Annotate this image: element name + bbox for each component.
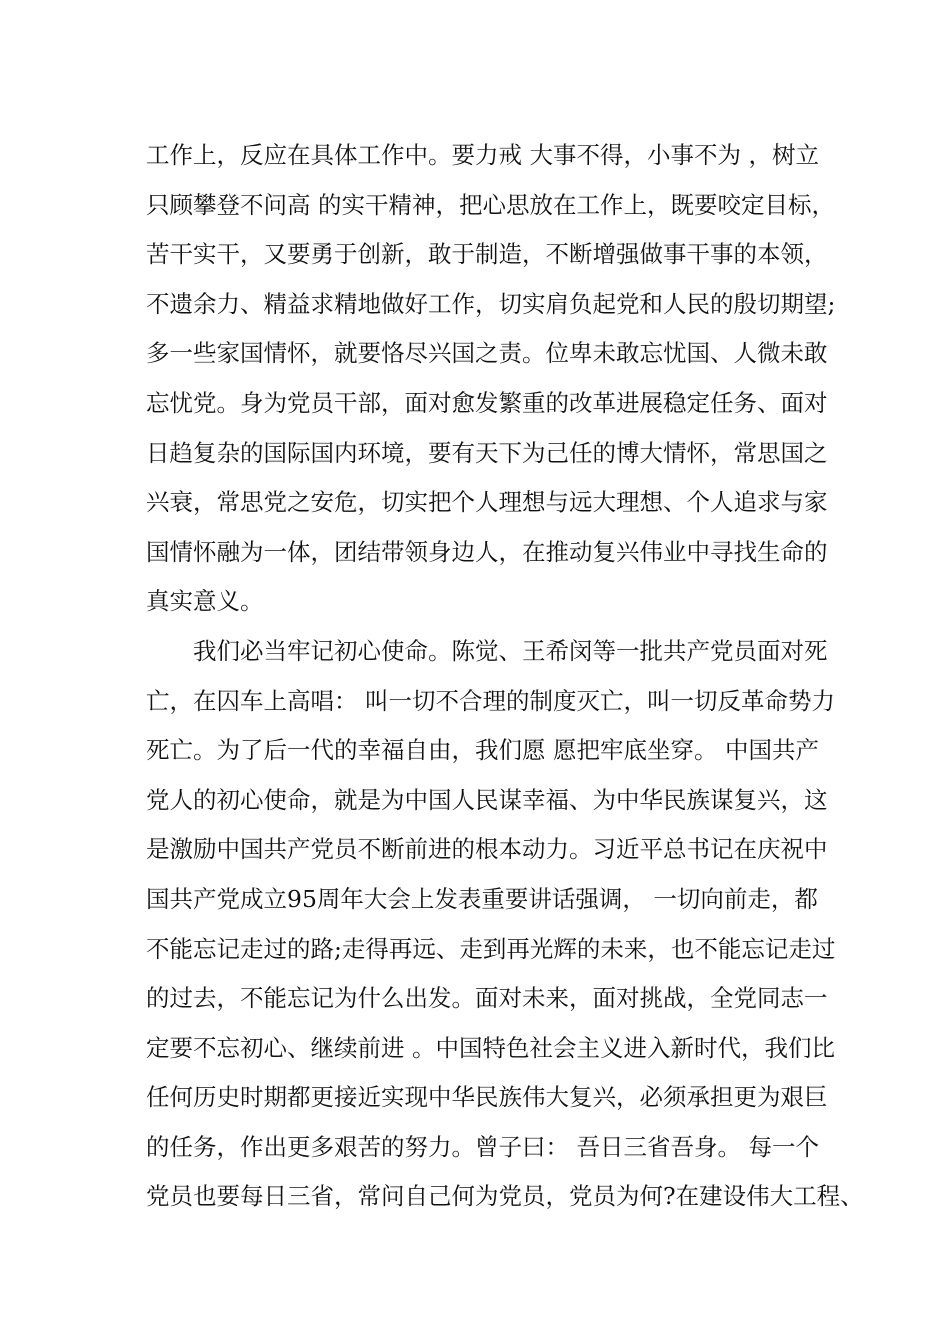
text-line: 兴衰，常思党之安危，切实把个人理想与远大理想、个人追求与家 xyxy=(146,488,828,517)
text-line: 日趋复杂的国际国内环境，要有天下为己任的博大情怀，常思国之 xyxy=(146,438,828,467)
text-line: 定要不忘初心、继续前进 。中国特色社会主义进入新时代，我们比 xyxy=(146,1033,835,1062)
text-line: 党人的初心使命，就是为中国人民谋幸福、为中华民族谋复兴，这 xyxy=(146,785,828,814)
text-line: 忘忧党。身为党员干部，面对愈发繁重的改革进展稳定任务、面对 xyxy=(146,388,828,417)
text-line: 是激励中国共产党员不断前进的根本动力。习近平总书记在庆祝中 xyxy=(146,835,828,864)
body-text xyxy=(146,131,864,1222)
text-line: 亡，在囚车上高唱： 叫一切不合理的制度灭亡，叫一切反革命势力 xyxy=(146,686,835,715)
text-line: 不遗余力、精益求精地做好工作，切实肩负起党和人民的殷切期望; xyxy=(146,289,836,318)
text-line: 国情怀融为一体，团结带领身边人，在推动复兴伟业中寻找生命的 xyxy=(146,537,828,566)
text-line: 死亡。为了后一代的幸福自由，我们愿 愿把牢底坐穿。 中国共产 xyxy=(146,736,819,765)
text-line: 任何历史时期都更接近实现中华民族伟大复兴，必须承担更为艰巨 xyxy=(146,1083,828,1112)
text-line: 苦干实干，又要勇于创新，敢于制造，不断增强做事干事的本领， xyxy=(146,240,828,269)
text-line: 的任务，作出更多艰苦的努力。曾子曰： 吾日三省吾身。 每一个 xyxy=(146,1132,819,1161)
text-line: 的过去，不能忘记为什么出发。面对未来，面对挑战，全党同志一 xyxy=(146,984,828,1013)
text-line: 多一些家国情怀，就要恪尽兴国之责。位卑未敢忘忧国、人微未敢 xyxy=(146,339,828,368)
text-line: 只顾攀登不问高 的实干精神，把心思放在工作上，既要咬定目标， xyxy=(146,190,835,219)
text-line: 党员也要每日三省，常问自己何为党员，党员为何?在建设伟大工程、 xyxy=(146,1182,864,1211)
text-line: 真实意义。 xyxy=(146,587,264,616)
text-line: 国共产党成立95周年大会上发表重要讲话强调， 一切向前走，都 xyxy=(146,884,818,913)
text-line: 不能忘记走过的路;走得再远、走到再光辉的未来，也不能忘记走过 xyxy=(146,934,836,963)
text-line: 我们必当牢记初心使命。陈觉、王希闵等一批共产党员面对死 xyxy=(146,636,828,665)
text-line: 工作上，反应在具体工作中。要力戒 大事不得，小事不为 ，树立 xyxy=(146,141,819,169)
